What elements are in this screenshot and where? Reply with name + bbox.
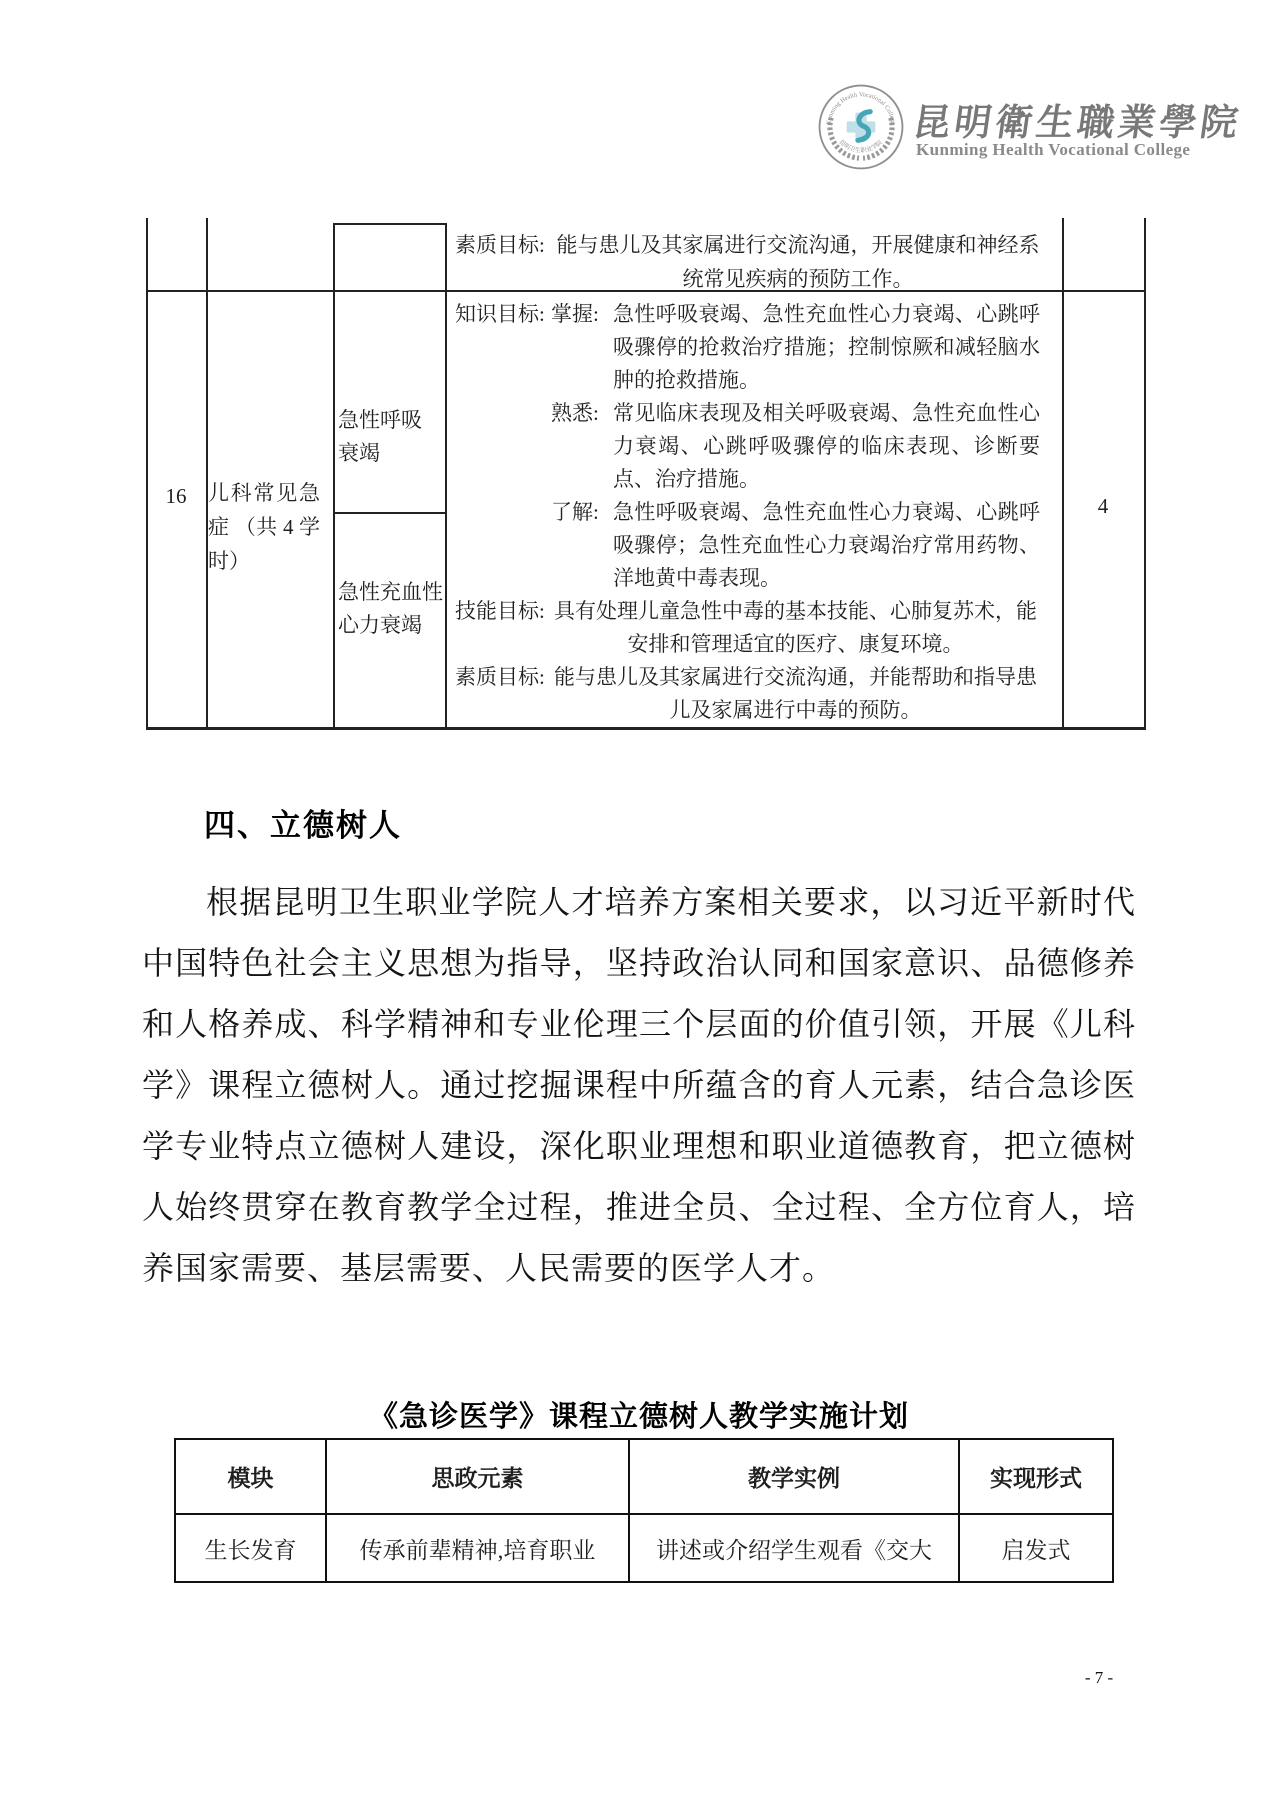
header-logo xyxy=(818,84,1245,174)
seal-ring-text-en: Kunming Health Vocational College xyxy=(825,91,897,126)
plan-cell-module: 生长发育 xyxy=(176,1515,327,1581)
table-border-bottom xyxy=(146,727,1146,730)
knowledge-item-understand xyxy=(551,496,1040,595)
plan-table xyxy=(174,1438,1114,1583)
subtopic-cell-1: 急性呼吸衰竭 xyxy=(338,408,422,465)
objective-label: 知识目标: xyxy=(455,302,545,326)
body-paragraph: 根据昆明卫生职业学院人才培养方案相关要求，以习近平新时代中国特色社会主义思想为指导，坚持政治认同和国家意识、品德修养和人格养成、科学精神和专业伦理三个层面的价值引领，开展《儿科学》课程立德树人。通过挖掘课程中所蕴含的育人元素，结合急诊医学专业特点立德树人建设，深化职业理想和职业道德教育，把立德树人始终贯穿在教育教学全过程，推进全员、全过程、全方位育人，培养国家需要、基层需要、人民需要的医学人才。 xyxy=(142,884,1136,1286)
sub-label: 了解: xyxy=(551,500,599,524)
knowledge-item-master xyxy=(551,298,1040,397)
plan-cell-ideology: 传承前辈精神,培育职业 xyxy=(327,1515,630,1581)
objective-quality xyxy=(455,661,1040,727)
page-number: - 7 - xyxy=(1084,1668,1114,1687)
objective-text: 能与患儿及其家属进行交流沟通，并能帮助和指导患儿及家属进行中毒的预防。 xyxy=(554,665,1037,722)
sub-text: 常见临床表现及相关呼吸衰竭、急性充血性心力衰竭、心跳呼吸骤停的临床表现、诊断要点、治疗措施。 xyxy=(613,401,1040,491)
objective-label: 技能目标: xyxy=(455,599,545,623)
plan-table-caption: 《急诊医学》课程立德树人教学实施计划 xyxy=(368,1401,909,1433)
topic-cell-divider xyxy=(333,512,446,514)
college-seal-icon xyxy=(818,84,904,170)
plan-header-ideology: 思政元素 xyxy=(327,1440,630,1515)
objective-text: 能与患儿及其家属进行交流沟通，开展健康和神经系统常见疾病的预防工作。 xyxy=(556,233,1040,291)
plan-cell-example: 讲述或介绍学生观看《交大 xyxy=(630,1515,960,1581)
unit-cell: 儿科常见急症 （共 4 学时） xyxy=(208,481,320,573)
course-objectives-table xyxy=(146,218,1146,730)
plan-header-form: 实现形式 xyxy=(960,1440,1112,1515)
topic-cell-top-border xyxy=(333,223,446,225)
column-divider-unit xyxy=(333,223,335,730)
carryover-objective-cell xyxy=(455,228,1045,296)
hours-cell: 4 xyxy=(1097,494,1109,518)
sub-label: 熟悉: xyxy=(551,401,599,425)
table-border-right xyxy=(1144,218,1146,730)
college-name-english: Kunming Health Vocational College xyxy=(916,140,1191,159)
plan-header-example: 教学实例 xyxy=(630,1440,960,1515)
column-divider-seq xyxy=(206,218,208,730)
knowledge-item-familiar xyxy=(551,397,1040,496)
objective-label: 素质目标: xyxy=(455,665,545,689)
seq-cell: 16 xyxy=(165,484,187,508)
sub-text: 急性呼吸衰竭、急性充血性心力衰竭、心跳呼吸骤停；急性充血性心力衰竭治疗常用药物、洋地黄中毒表现。 xyxy=(613,500,1040,590)
seal-ring-text-cn: 昆明卫生职业学院 xyxy=(837,139,884,155)
column-divider-topic xyxy=(445,223,447,730)
column-divider-objectives xyxy=(1062,218,1064,730)
objective-label: 素质目标: xyxy=(455,233,545,257)
objective-text: 具有处理儿童急性中毒的基本技能、心肺复苏术，能安排和管理适宜的医疗、康复环境。 xyxy=(554,599,1037,656)
objectives-cell xyxy=(455,298,1040,727)
objective-skill xyxy=(455,595,1040,661)
plan-cell-form: 启发式 xyxy=(1001,1537,1071,1563)
sub-text: 急性呼吸衰竭、急性充血性心力衰竭、心跳呼吸骤停的抢救治疗措施；控制惊厥和减轻脑水肿的抢救措施。 xyxy=(613,302,1040,392)
subtopic-cell-2: 急性充血性心力衰竭 xyxy=(338,580,443,637)
section-heading: 四、立德树人 xyxy=(204,808,402,843)
plan-header-module: 模块 xyxy=(176,1440,327,1515)
college-name-calligraphy: 昆明衛生職業學院 xyxy=(910,100,1245,144)
objective-knowledge xyxy=(455,298,1040,595)
table-border-left xyxy=(146,218,148,730)
sub-label: 掌握: xyxy=(551,302,599,326)
